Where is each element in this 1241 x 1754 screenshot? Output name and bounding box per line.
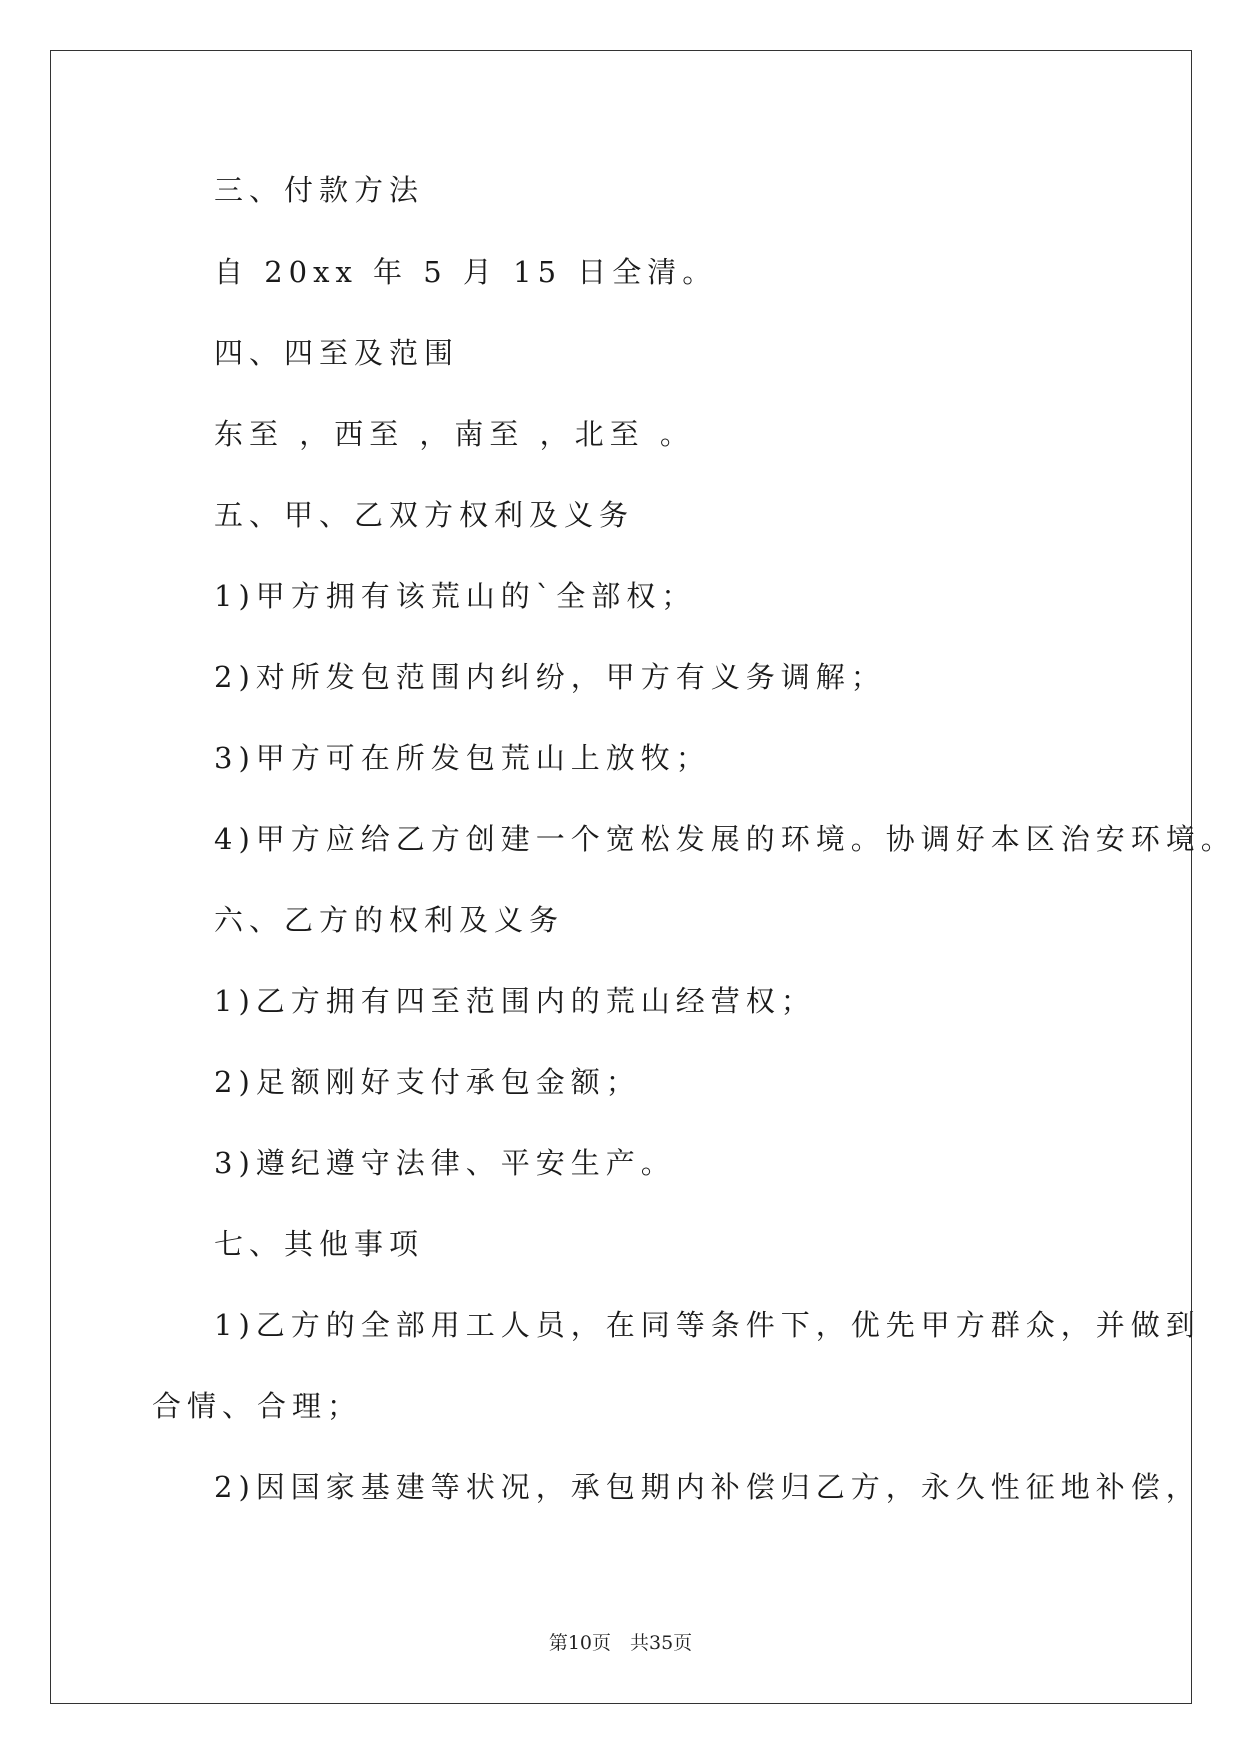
page-border bbox=[50, 50, 1192, 1704]
list-item: 2)足额刚好支付承包金额； bbox=[214, 1065, 641, 1099]
list-item: 1)甲方拥有该荒山的`全部权； bbox=[214, 579, 697, 613]
list-item: 2)因国家基建等状况，承包期内补偿归乙方，永久性征地补偿， bbox=[214, 1470, 1201, 1504]
list-item: 1)乙方的全部用工人员，在同等条件下，优先甲方群众，并做到 bbox=[214, 1308, 1201, 1342]
section-heading-boundaries: 四、四至及范围 bbox=[214, 336, 460, 370]
list-item-continuation: 合情、合理； bbox=[152, 1389, 363, 1423]
paragraph-line: 东至 ，西至 ，南至 ，北至 。 bbox=[214, 417, 695, 451]
section-heading-other: 七、其他事项 bbox=[214, 1227, 425, 1261]
list-item: 3)遵纪遵守法律、平安生产。 bbox=[214, 1146, 676, 1180]
section-heading-rights-both: 五、甲、乙双方权利及义务 bbox=[214, 498, 635, 532]
paragraph-line: 自 20xx 年 5 月 15 日全清。 bbox=[214, 255, 718, 289]
section-heading-rights-b: 六、乙方的权利及义务 bbox=[214, 903, 565, 937]
list-item: 4)甲方应给乙方创建一个宽松发展的环境。协调好本区治安环境。 bbox=[214, 822, 1236, 856]
list-item: 1)乙方拥有四至范围内的荒山经营权； bbox=[214, 984, 816, 1018]
list-item: 3)甲方可在所发包荒山上放牧； bbox=[214, 741, 711, 775]
page-number: 第10页 共35页 bbox=[548, 1632, 693, 1654]
list-item: 2)对所发包范围内纠纷，甲方有义务调解； bbox=[214, 660, 886, 694]
section-heading-payment: 三、付款方法 bbox=[214, 173, 425, 207]
